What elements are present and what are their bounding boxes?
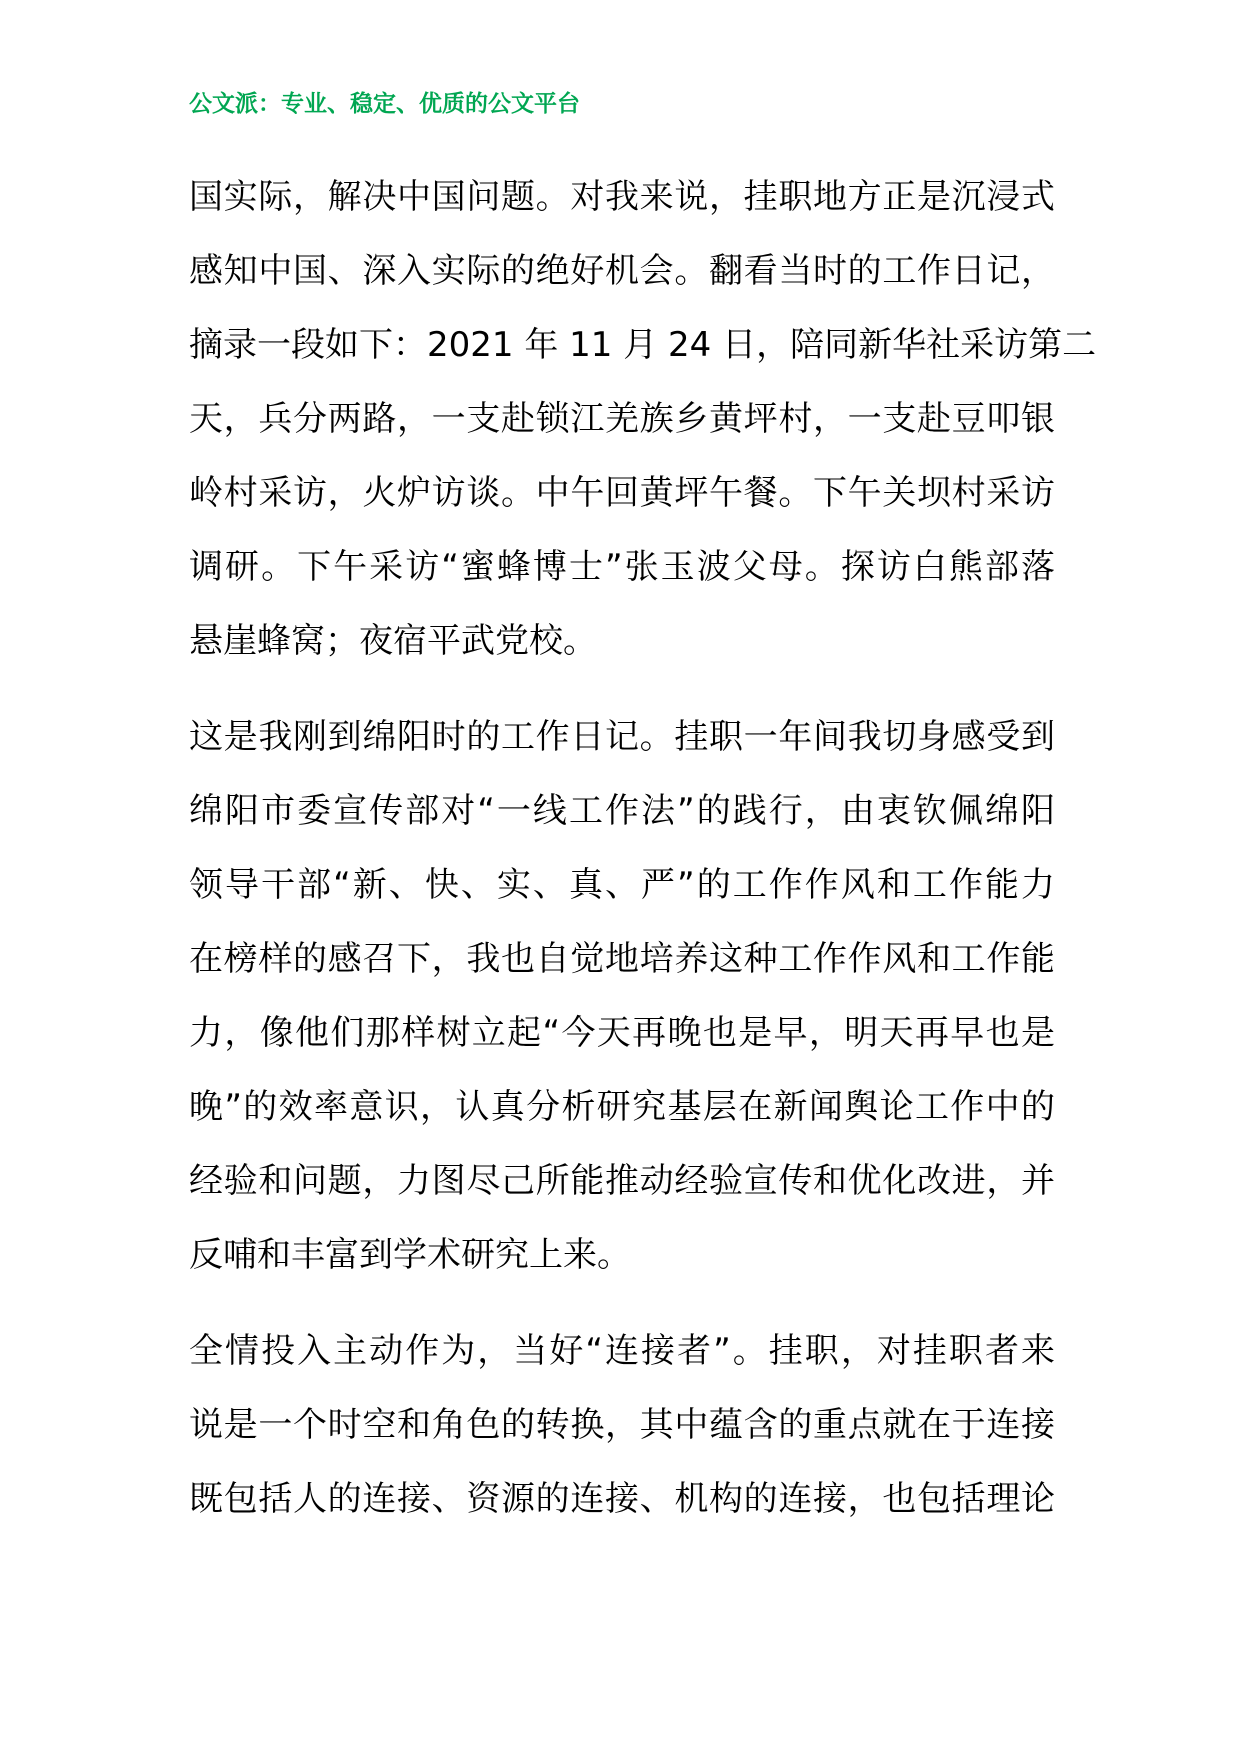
- text-line: 反哺和丰富到学术研究上来。: [189, 1235, 631, 1275]
- text-line: 说是一个时空和角色的转换，其中蕴含的重点就在于连接: [189, 1405, 1055, 1445]
- text-line: 国实际，解决中国问题。对我来说，挂职地方正是沉浸式: [189, 177, 1055, 217]
- paragraph-2: [189, 700, 1055, 1292]
- paragraph-1: [189, 160, 1097, 678]
- text-line: 晚”的效率意识，认真分析研究基层在新闻舆论工作中的: [189, 1087, 1055, 1127]
- text-line: 这是我刚到绵阳时的工作日记。挂职一年间我切身感受到: [189, 717, 1055, 757]
- text-line: 感知中国、深入实际的绝好机会。翻看当时的工作日记，: [189, 251, 1055, 291]
- text-line: 绵阳市委宣传部对“一线工作法”的践行，由衷钦佩绵阳: [189, 791, 1055, 831]
- text-line: 在榜样的感召下，我也自觉地培养这种工作作风和工作能: [189, 939, 1055, 979]
- text-line: 调研。下午采访“蜜蜂博士”张玉波父母。探访白熊部落: [189, 547, 1055, 587]
- text-line: 既包括人的连接、资源的连接、机构的连接，也包括理论: [189, 1479, 1055, 1519]
- text-line: 天，兵分两路，一支赴锁江羌族乡黄坪村，一支赴豆叩银: [189, 399, 1055, 439]
- header-banner: 公文派：专业、稳定、优质的公文平台: [189, 91, 580, 117]
- text-line: 力，像他们那样树立起“今天再晚也是早，明天再早也是: [189, 1013, 1055, 1053]
- text-line: 经验和问题，力图尽己所能推动经验宣传和优化改进，并: [189, 1161, 1055, 1201]
- text-line: 悬崖蜂窝；夜宿平武党校。: [189, 621, 597, 661]
- text-line: 岭村采访，火炉访谈。中午回黄坪午餐。下午关坝村采访: [189, 473, 1055, 513]
- text-line: 全情投入主动作为，当好“连接者”。挂职，对挂职者来: [189, 1331, 1055, 1371]
- text-line: 摘录一段如下：2021 年 11 月 24 日，陪同新华社采访第二: [189, 325, 1097, 365]
- text-line: 领导干部“新、快、实、真、严”的工作作风和工作能力: [189, 865, 1055, 905]
- paragraph-3: [189, 1314, 1055, 1536]
